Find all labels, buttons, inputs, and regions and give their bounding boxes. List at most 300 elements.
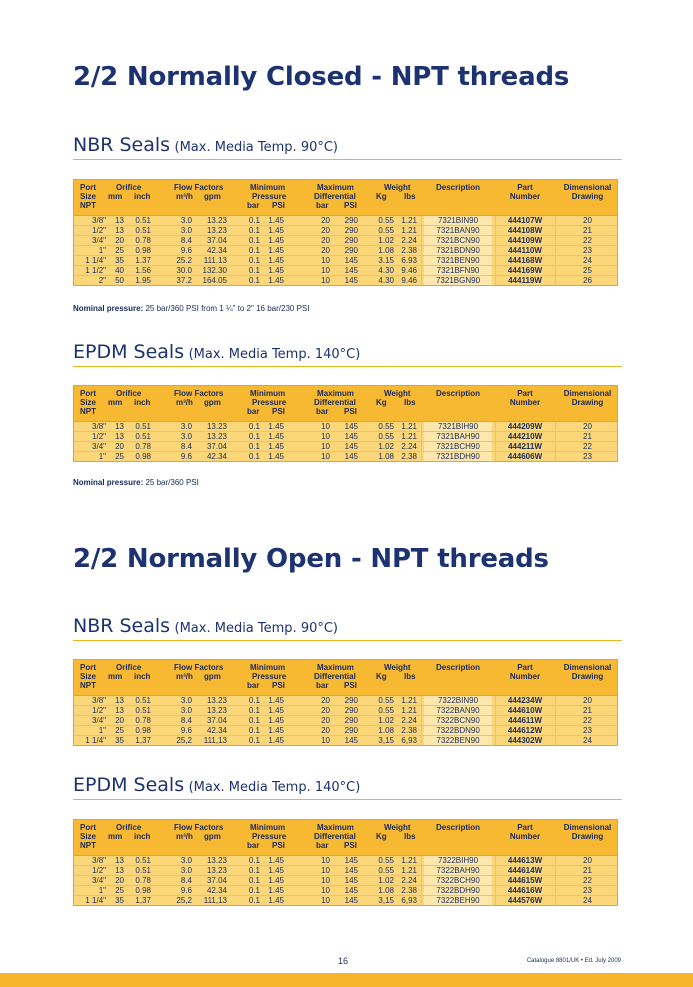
column-header: Minimum: [250, 389, 286, 398]
column-header: Pressure: [252, 398, 287, 407]
column-header: lbs: [404, 398, 416, 407]
column-header: Size: [80, 832, 97, 841]
cell-m3h: 25,2: [176, 736, 192, 745]
cell-minbar: 0.1: [248, 226, 260, 235]
cell-port: 3/8": [92, 216, 106, 225]
column-header: Kg: [376, 398, 387, 407]
cell-gpm: 132.30: [202, 266, 227, 275]
cell-part: 444110W: [508, 246, 542, 255]
table-row: [74, 896, 617, 905]
table-body: [74, 216, 617, 285]
cell-dwg: 21: [583, 226, 592, 235]
column-header: PSI: [344, 841, 357, 850]
page-number: 16: [338, 956, 349, 966]
column-header: Dimensional: [563, 389, 612, 398]
cell-part: 444209W: [507, 422, 543, 431]
cell-gpm: 13.23: [206, 866, 227, 875]
cell-maxpsi: 145: [344, 896, 358, 905]
column-header: lbs: [404, 672, 416, 681]
column-header: Dimensional: [563, 663, 612, 672]
cell-m3h: 3.0: [180, 226, 192, 235]
column-header: PSI: [272, 407, 285, 416]
cell-lbs: 2.38: [401, 886, 417, 895]
cell-minbar: 0.1: [248, 696, 260, 705]
column-header: Port: [80, 663, 96, 672]
table-nc-nbr: [73, 179, 618, 286]
cell-lbs: 1.21: [401, 706, 417, 715]
cell-mm: 25: [115, 246, 124, 255]
cell-inch: 0.98: [135, 726, 151, 735]
cell-kg: 1.08: [378, 726, 394, 735]
cell-dwg: 20: [583, 422, 592, 431]
column-header: bar: [316, 201, 329, 210]
cell-port: 1": [98, 726, 106, 735]
column-header: mm: [108, 832, 123, 841]
cell-dwg: 21: [583, 706, 592, 715]
cell-minbar: 0.1: [248, 442, 260, 451]
column-header: Flow Factors: [174, 389, 224, 398]
cell-desc: 7321BIN90: [424, 216, 492, 225]
cell-maxpsi: 145: [344, 876, 358, 885]
cell-minpsi: 1.45: [268, 216, 284, 225]
cell-dwg: 24: [583, 896, 592, 905]
column-header: PSI: [272, 681, 285, 690]
cell-part: 444615W: [507, 876, 543, 885]
table-header: [74, 820, 617, 856]
cell-dwg: 20: [583, 216, 592, 225]
column-header: Part: [517, 183, 533, 192]
cell-minpsi: 1.45: [268, 716, 284, 725]
cell-maxbar: 10: [321, 866, 330, 875]
cell-lbs: 2.24: [401, 442, 417, 451]
column-header: Flow Factors: [174, 183, 224, 192]
section-subtitle: (Max. Media Temp. 140°C): [188, 347, 361, 362]
cell-mm: 25: [115, 886, 124, 895]
cell-minbar: 0.1: [248, 736, 260, 745]
cell-part: 444613W: [507, 856, 543, 865]
column-header: Weight: [384, 389, 411, 398]
cell-desc: 7322BAH90: [424, 866, 492, 875]
cell-maxbar: 10: [321, 886, 330, 895]
cell-kg: 0.55: [378, 432, 394, 441]
cell-inch: 0.51: [135, 866, 151, 875]
cell-dwg: 24: [583, 736, 592, 745]
cell-desc: 7322BIH90: [424, 856, 492, 865]
cell-minbar: 0.1: [248, 886, 260, 895]
note-label: Nominal pressure:: [73, 304, 144, 313]
cell-gpm: 13.23: [206, 696, 227, 705]
cell-minbar: 0.1: [248, 452, 260, 461]
cell-part: 444616W: [507, 886, 543, 895]
column-header: gpm: [204, 672, 221, 681]
cell-minbar: 0.1: [248, 896, 260, 905]
cell-mm: 13: [115, 866, 124, 875]
column-header: PSI: [272, 841, 285, 850]
column-header: gpm: [204, 192, 221, 201]
cell-minbar: 0.1: [248, 726, 260, 735]
cell-gpm: 42.34: [206, 246, 227, 255]
cell-gpm: 13.23: [206, 226, 227, 235]
column-header: Differential: [314, 832, 356, 841]
cell-minbar: 0.1: [248, 432, 260, 441]
cell-gpm: 42.34: [206, 886, 227, 895]
table-row: [74, 246, 617, 256]
cell-part: 444211W: [508, 442, 542, 451]
note-label: Nominal pressure:: [73, 478, 144, 487]
column-header: PSI: [344, 201, 357, 210]
column-header: Maximum: [317, 663, 354, 672]
cell-kg: 1.08: [378, 886, 394, 895]
cell-inch: 1.56: [135, 266, 151, 275]
column-header: Orifice: [116, 389, 142, 398]
cell-kg: 3,15: [378, 736, 394, 745]
cell-port: 2": [98, 276, 106, 285]
column-header: Size: [80, 192, 97, 201]
cell-minbar: 0.1: [248, 716, 260, 725]
column-header: Flow Factors: [174, 823, 224, 832]
cell-kg: 1.02: [378, 876, 394, 885]
cell-maxpsi: 290: [344, 716, 358, 725]
cell-gpm: 42.34: [206, 452, 227, 461]
cell-gpm: 42.34: [206, 726, 227, 735]
table-row: [74, 216, 617, 226]
column-header: Description: [435, 823, 480, 832]
cell-lbs: 2.38: [401, 452, 417, 461]
cell-minpsi: 1.45: [268, 236, 284, 245]
column-header: mm: [108, 398, 123, 407]
cell-port: 3/4": [92, 876, 106, 885]
cell-kg: 1.08: [378, 246, 394, 255]
column-header: Weight: [384, 663, 411, 672]
cell-kg: 0.55: [378, 866, 394, 875]
table-row: [74, 886, 617, 896]
cell-minpsi: 1.45: [268, 246, 284, 255]
cell-inch: 1,37: [135, 896, 151, 905]
cell-port: 1": [98, 886, 106, 895]
cell-mm: 13: [115, 706, 124, 715]
heading-normally-open: 2/2 Normally Open - NPT threads: [73, 544, 549, 574]
column-header: Differential: [314, 398, 356, 407]
column-header: Orifice: [116, 663, 142, 672]
cell-gpm: 13.23: [206, 216, 227, 225]
cell-maxpsi: 145: [344, 266, 358, 275]
cell-port: 1/2": [92, 866, 106, 875]
cell-minbar: 0.1: [248, 216, 260, 225]
cell-inch: 1.37: [135, 256, 151, 265]
cell-kg: 1.02: [378, 236, 394, 245]
column-header: Maximum: [317, 823, 354, 832]
section-title: EPDM Seals: [73, 341, 185, 363]
cell-minpsi: 1.45: [268, 422, 284, 431]
cell-maxpsi: 290: [344, 216, 358, 225]
cell-m3h: 3.0: [180, 432, 192, 441]
cell-port: 1": [98, 246, 106, 255]
cell-minbar: 0.1: [248, 866, 260, 875]
cell-maxpsi: 145: [344, 442, 358, 451]
column-header: m³/h: [176, 192, 193, 201]
cell-gpm: 37.04: [206, 236, 227, 245]
cell-m3h: 8.4: [180, 442, 192, 451]
cell-port: 3/4": [92, 236, 106, 245]
table-row: [74, 856, 617, 866]
cell-maxbar: 10: [321, 422, 330, 431]
column-header: bar: [247, 201, 260, 210]
column-header: Port: [80, 823, 96, 832]
cell-desc: 7322BDN90: [424, 726, 492, 735]
column-header: gpm: [204, 832, 221, 841]
table-row: [74, 706, 617, 716]
cell-m3h: 9.6: [180, 886, 192, 895]
cell-inch: 0.98: [135, 246, 151, 255]
section-subtitle: (Max. Media Temp. 90°C): [174, 621, 339, 636]
cell-kg: 0.55: [378, 216, 394, 225]
column-header: NPT: [80, 201, 96, 210]
column-header: Number: [509, 192, 541, 201]
cell-dwg: 20: [583, 856, 592, 865]
cell-desc: 7321BCH90: [424, 442, 492, 451]
cell-m3h: 3.0: [180, 706, 192, 715]
cell-maxpsi: 145: [344, 256, 358, 265]
cell-kg: 1.08: [378, 452, 394, 461]
cell-port: 3/8": [92, 856, 106, 865]
column-header: bar: [316, 681, 329, 690]
cell-minpsi: 1.45: [268, 432, 284, 441]
cell-kg: 0.55: [378, 696, 394, 705]
cell-maxpsi: 145: [344, 432, 358, 441]
cell-gpm: 111.13: [203, 256, 227, 265]
cell-minpsi: 1.45: [268, 856, 284, 865]
cell-maxpsi: 145: [344, 452, 358, 461]
cell-m3h: 25.2: [176, 256, 192, 265]
cell-lbs: 2.24: [401, 236, 417, 245]
column-header: Dimensional: [563, 183, 612, 192]
cell-dwg: 22: [583, 716, 592, 725]
cell-kg: 3,15: [378, 896, 394, 905]
cell-mm: 50: [115, 276, 124, 285]
cell-minpsi: 1.45: [268, 896, 284, 905]
cell-mm: 35: [115, 896, 124, 905]
table-no-nbr: [73, 659, 618, 746]
cell-part: 444606W: [507, 452, 543, 461]
cell-m3h: 3.0: [180, 856, 192, 865]
cell-dwg: 21: [583, 866, 592, 875]
cell-m3h: 30.0: [176, 266, 192, 275]
cell-desc: 7321BCN90: [424, 236, 492, 245]
cell-m3h: 3.0: [180, 422, 192, 431]
cell-dwg: 25: [583, 266, 592, 275]
table-row: [74, 442, 617, 452]
cell-maxbar: 20: [321, 236, 330, 245]
cell-maxpsi: 145: [344, 422, 358, 431]
cell-inch: 0.51: [135, 856, 151, 865]
column-header: Maximum: [317, 183, 354, 192]
column-header: Differential: [314, 192, 356, 201]
table-row: [74, 716, 617, 726]
nominal-pressure-note: [73, 304, 309, 313]
cell-gpm: 37.04: [206, 442, 227, 451]
cell-lbs: 1.21: [401, 226, 417, 235]
cell-lbs: 1.21: [401, 216, 417, 225]
cell-lbs: 2.38: [401, 726, 417, 735]
cell-inch: 0.51: [135, 696, 151, 705]
cell-inch: 0.78: [135, 716, 151, 725]
column-header: Pressure: [252, 672, 287, 681]
cell-mm: 20: [115, 236, 124, 245]
cell-desc: 7321BAN90: [424, 226, 492, 235]
cell-mm: 20: [115, 876, 124, 885]
cell-maxpsi: 290: [344, 226, 358, 235]
cell-mm: 35: [115, 736, 124, 745]
cell-lbs: 1.21: [401, 866, 417, 875]
cell-port: 1/2": [92, 432, 106, 441]
cell-minbar: 0.1: [248, 856, 260, 865]
column-header: Pressure: [252, 832, 287, 841]
cell-maxbar: 20: [321, 696, 330, 705]
cell-kg: 1.02: [378, 442, 394, 451]
column-header: Part: [517, 389, 533, 398]
cell-maxbar: 10: [321, 266, 330, 275]
cell-part: 444610W: [507, 706, 543, 715]
table-row: [74, 696, 617, 706]
table-row: [74, 736, 617, 745]
cell-part: 444302W: [507, 736, 543, 745]
section-subtitle: (Max. Media Temp. 90°C): [174, 140, 339, 155]
column-header: Part: [517, 663, 533, 672]
cell-kg: 1.02: [378, 716, 394, 725]
cell-port: 1": [98, 452, 106, 461]
cell-kg: 0.55: [378, 706, 394, 715]
cell-part: 444119W: [508, 276, 542, 285]
cell-mm: 13: [115, 856, 124, 865]
cell-lbs: 2.38: [401, 246, 417, 255]
cell-desc: 7322BIN90: [424, 696, 492, 705]
cell-maxbar: 20: [321, 726, 330, 735]
table-header: [74, 660, 617, 696]
column-header: Dimensional: [563, 823, 612, 832]
cell-m3h: 25,2: [176, 896, 192, 905]
cell-lbs: 1.21: [401, 422, 417, 431]
column-header: lbs: [404, 192, 416, 201]
cell-minpsi: 1.45: [268, 706, 284, 715]
column-header: NPT: [80, 407, 96, 416]
column-header: Weight: [384, 183, 411, 192]
cell-mm: 25: [115, 452, 124, 461]
column-header: Minimum: [250, 823, 286, 832]
column-header: bar: [247, 681, 260, 690]
cell-dwg: 26: [583, 276, 592, 285]
section-title-nc-epdm: [73, 341, 622, 367]
cell-maxpsi: 290: [344, 696, 358, 705]
cell-desc: 7321BEN90: [424, 256, 492, 265]
cell-m3h: 9.6: [180, 246, 192, 255]
table-header: [74, 180, 617, 216]
cell-minpsi: 1.45: [268, 226, 284, 235]
cell-m3h: 9.6: [180, 726, 192, 735]
cell-m3h: 8.4: [180, 236, 192, 245]
column-header: PSI: [344, 681, 357, 690]
column-header: Minimum: [250, 183, 286, 192]
cell-m3h: 37.2: [176, 276, 192, 285]
column-header: PSI: [272, 201, 285, 210]
cell-maxpsi: 145: [344, 886, 358, 895]
cell-desc: 7322BEH90: [424, 896, 492, 905]
cell-mm: 13: [115, 696, 124, 705]
cell-part: 444169W: [507, 266, 543, 275]
cell-kg: 0.55: [378, 422, 394, 431]
table-body: [74, 856, 617, 905]
cell-maxpsi: 145: [344, 276, 358, 285]
cell-minpsi: 1.45: [268, 696, 284, 705]
cell-mm: 40: [115, 266, 124, 275]
column-header: Minimum: [250, 663, 286, 672]
column-header: Size: [80, 672, 97, 681]
column-header: Orifice: [116, 183, 142, 192]
column-header: bar: [316, 407, 329, 416]
cell-gpm: 37.04: [206, 876, 227, 885]
column-header: Number: [509, 398, 541, 407]
cell-port: 3/8": [92, 422, 106, 431]
cell-maxbar: 20: [321, 716, 330, 725]
cell-dwg: 22: [583, 236, 592, 245]
cell-m3h: 3.0: [180, 866, 192, 875]
cell-m3h: 9.6: [180, 452, 192, 461]
cell-minpsi: 1.45: [268, 266, 284, 275]
note-text: 25 bar/360 PSI: [143, 478, 199, 487]
cell-port: 1 1/4": [85, 896, 106, 905]
cell-port: 3/4": [92, 442, 106, 451]
column-header: lbs: [404, 832, 416, 841]
cell-m3h: 3.0: [180, 696, 192, 705]
cell-inch: 0.78: [135, 236, 151, 245]
column-header: Kg: [376, 832, 387, 841]
cell-inch: 0.78: [135, 876, 151, 885]
cell-desc: 7321BAH90: [424, 432, 492, 441]
cell-mm: 35: [115, 256, 124, 265]
cell-maxbar: 20: [321, 706, 330, 715]
cell-maxbar: 10: [321, 452, 330, 461]
section-title-nc-nbr: [73, 134, 622, 160]
column-header: Weight: [384, 823, 411, 832]
heading-normally-closed: 2/2 Normally Closed - NPT threads: [73, 62, 570, 92]
cell-minpsi: 1.45: [268, 866, 284, 875]
cell-part: 444210W: [507, 432, 543, 441]
cell-desc: 7322BDH90: [424, 886, 492, 895]
cell-lbs: 2.24: [401, 876, 417, 885]
table-nc-epdm: [73, 385, 618, 462]
nominal-pressure-note: [73, 478, 199, 487]
cell-lbs: 1.21: [401, 856, 417, 865]
cell-inch: 0.51: [135, 216, 151, 225]
cell-inch: 1,37: [135, 736, 151, 745]
column-header: Maximum: [317, 389, 354, 398]
cell-part: 444234W: [507, 696, 543, 705]
cell-minbar: 0.1: [248, 876, 260, 885]
table-row: [74, 452, 617, 461]
cell-gpm: 13.23: [206, 422, 227, 431]
column-header: m³/h: [176, 398, 193, 407]
cell-dwg: 24: [583, 256, 592, 265]
cell-dwg: 23: [583, 246, 592, 255]
cell-lbs: 2.24: [401, 716, 417, 725]
table-row: [74, 876, 617, 886]
cell-inch: 0.98: [135, 886, 151, 895]
section-title: NBR Seals: [73, 134, 171, 156]
table-row: [74, 266, 617, 276]
cell-desc: 7322BEN90: [424, 736, 492, 745]
cell-gpm: 37.04: [206, 716, 227, 725]
table-body: [74, 696, 617, 745]
table-no-epdm: [73, 819, 618, 906]
